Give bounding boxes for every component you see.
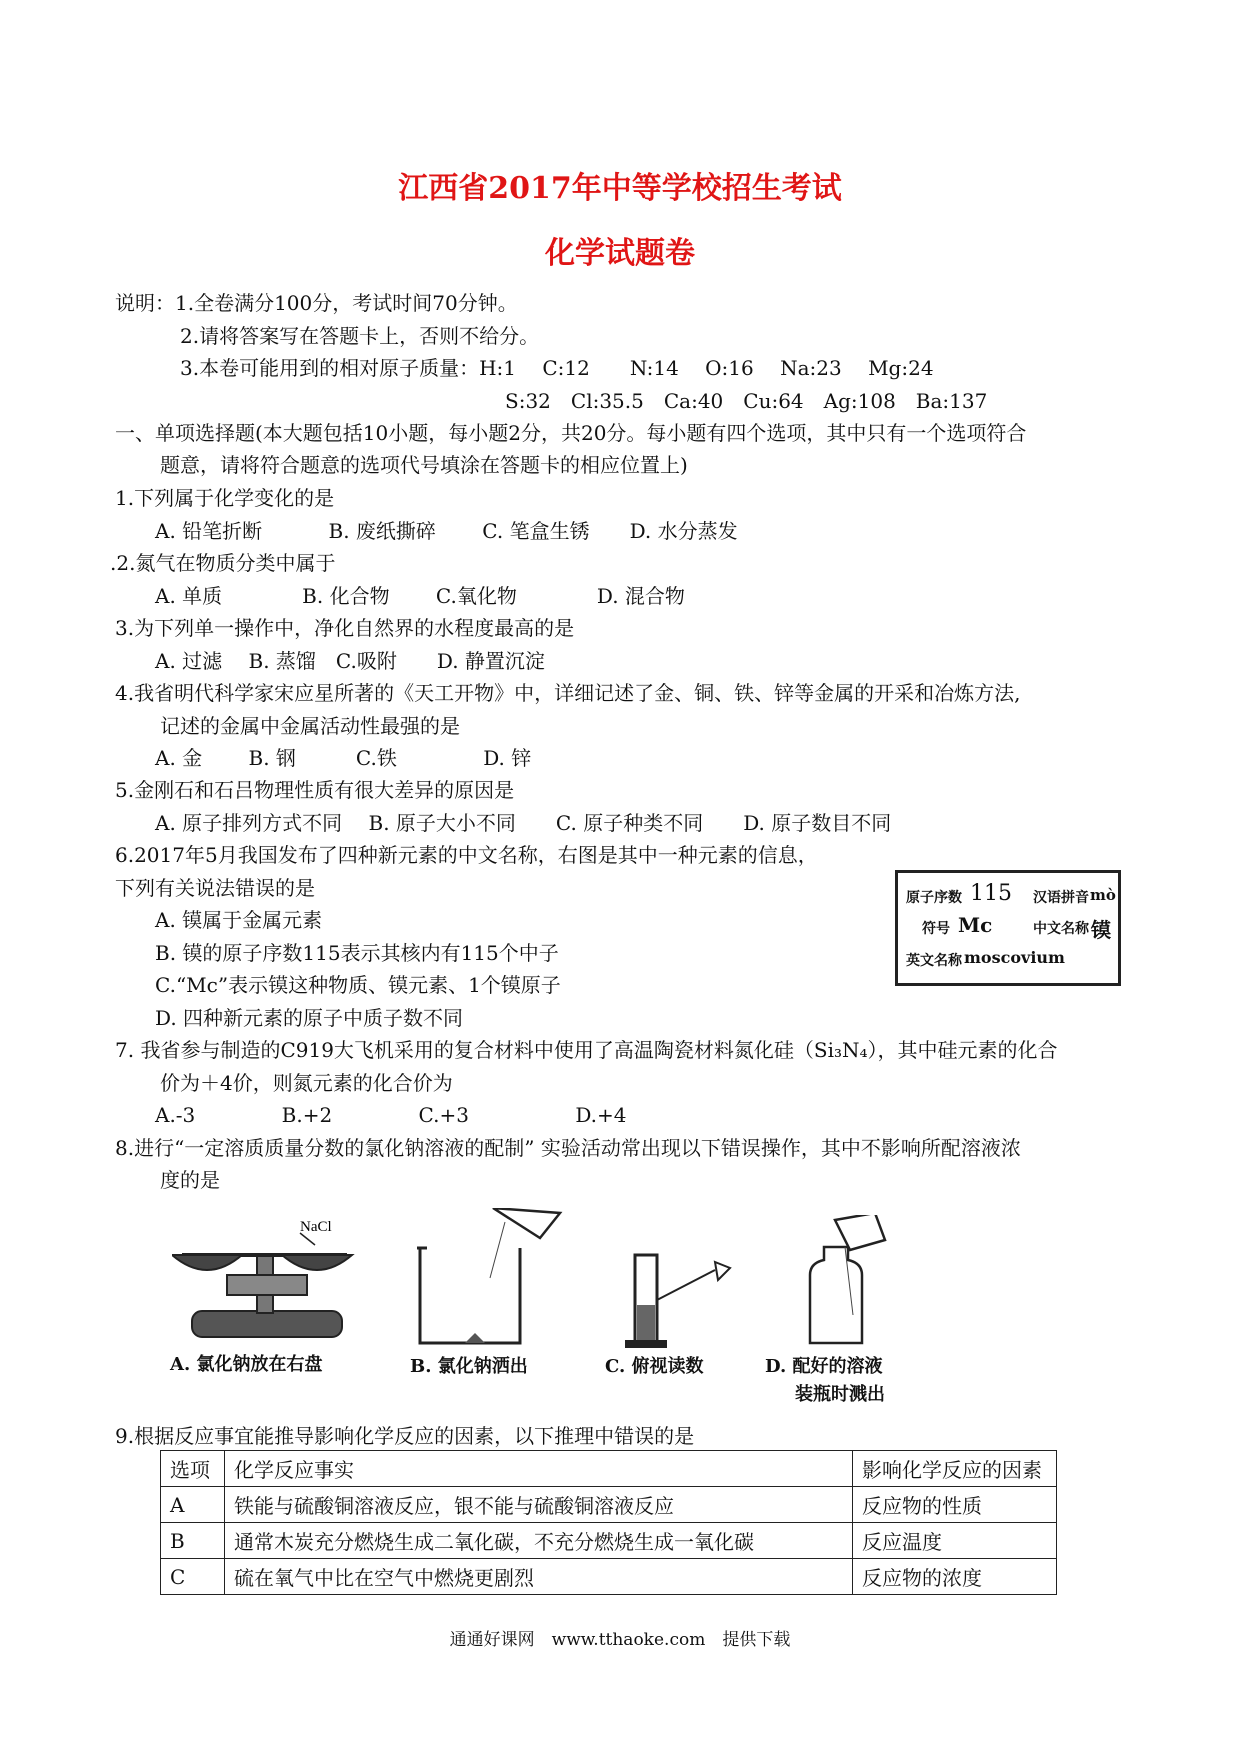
balance-figure (172, 1215, 357, 1345)
footer-credit: 通通好课网 www.tthaoke.com 提供下载 (449, 1630, 791, 1650)
exam-subtitle: 化学试题卷 (545, 236, 695, 271)
element-info-card (895, 870, 1121, 986)
table-row (161, 1559, 1057, 1595)
q7-stem-cont: 价为＋4价，则氮元素的化合价为 (160, 1071, 453, 1095)
q2-stem: .2.氮气在物质分类中属于 (110, 551, 336, 575)
section-intro-cont: 题意，请将符合题意的选项代号填涂在答题卡的相应位置上) (160, 453, 688, 477)
table-row (161, 1487, 1057, 1523)
chinese-name: 镆 (1091, 918, 1111, 942)
q6-stem-cont: 下列有关说法错误的是 (115, 876, 315, 900)
table-header: 影响化学反应的因素 (853, 1451, 1057, 1487)
table-row (161, 1523, 1057, 1559)
table-header-row (161, 1451, 1057, 1487)
q1-stem: 1.下列属于化学变化的是 (115, 486, 335, 510)
caption-a: A. 氯化钠放在右盘 (170, 1354, 323, 1375)
q4-stem-cont: 记述的金属中金属活动性最强的是 (160, 714, 460, 738)
english-name: moscovium (964, 948, 1065, 967)
q9-table (160, 1450, 1057, 1595)
cylinder-figure (620, 1250, 740, 1350)
q7-stem: 7. 我省参与制造的C919大飞机采用的复合材料中使用了高温陶瓷材料氮化硅（Si₃N₄），其中硅元素的化合 (115, 1038, 1058, 1062)
atomic-number: 115 (970, 881, 1012, 906)
pinyin: mò (1090, 886, 1116, 904)
symbol-label: 符号 (922, 921, 950, 937)
section-intro: 一、单项选择题(本大题包括10小题，每小题2分，共20分。每小题有四个选项，其中只有一个选项符合 (115, 421, 1027, 445)
table-header: 选项 (161, 1451, 225, 1487)
q3-options: A. 过滤 B. 蒸馏 C.吸附 D. 静置沉淀 (155, 649, 545, 673)
chinese-name-label: 中文名称 (1033, 921, 1089, 937)
note-1: 说明：1.全卷满分100分，考试时间70分钟。 (115, 291, 518, 315)
q3-stem: 3.为下列单一操作中，净化自然界的水程度最高的是 (115, 616, 575, 640)
q8-stem-cont: 度的是 (160, 1168, 220, 1192)
q5-options: A. 原子排列方式不同 B. 原子大小不同 C. 原子种类不同 D. 原子数目不同 (155, 811, 892, 835)
q6-stem: 6.2017年5月我国发布了四种新元素的中文名称，右图是其中一种元素的信息， (115, 843, 818, 867)
q6-option-a: A. 镆属于金属元素 (155, 908, 323, 932)
caption-d1: D. 配好的溶液 (765, 1356, 883, 1377)
table-cell: 通常木炭充分燃烧生成二氧化碳，不充分燃烧生成一氧化碳 (225, 1523, 853, 1559)
q9-stem: 9.根据反应事宜能推导影响化学反应的因素，以下推理中错误的是 (115, 1424, 695, 1448)
table-cell: 反应温度 (853, 1523, 1057, 1559)
nacl-label: NaCl (300, 1219, 332, 1235)
table-cell: 铁能与硫酸铜溶液反应，银不能与硫酸铜溶液反应 (225, 1487, 853, 1523)
exam-title: 江西省2017年中等学校招生考试 (398, 171, 842, 206)
q4-stem: 4.我省明代科学家宋应星所著的《天工开物》中，详细记述了金、铜、铁、锌等金属的开采和冶炼方法, (115, 681, 1021, 705)
table-header: 化学反应事实 (225, 1451, 853, 1487)
note-2: 2.请将答案写在答题卡上，否则不给分。 (180, 324, 540, 348)
caption-c: C. 俯视读数 (605, 1356, 704, 1377)
bottle-figure (790, 1215, 900, 1347)
q1-options: A. 铅笔折断 B. 废纸撕碎 C. 笔盒生锈 D. 水分蒸发 (155, 519, 738, 543)
table-cell: 硫在氧气中比在空气中燃烧更剧烈 (225, 1559, 853, 1595)
q6-option-b: B. 镆的原子序数115表示其核内有115个中子 (155, 941, 559, 965)
table-cell: 反应物的性质 (853, 1487, 1057, 1523)
english-name-label: 英文名称 (906, 953, 962, 969)
q4-options: A. 金 B. 钢 C.铁 D. 锌 (155, 746, 532, 770)
q5-stem: 5.金刚石和石吕物理性质有很大差异的原因是 (115, 778, 515, 802)
table-cell: 反应物的浓度 (853, 1559, 1057, 1595)
pinyin-label: 汉语拼音 (1033, 890, 1089, 906)
q6-option-c: C.“Mc”表示镆这种物质、镆元素、1个镆原子 (155, 973, 561, 997)
table-cell: A (161, 1487, 225, 1523)
element-symbol: Mc (958, 913, 993, 937)
q6-option-d: D. 四种新元素的原子中质子数不同 (155, 1006, 464, 1030)
note-3: 3.本卷可能用到的相对原子质量：H:1 C:12 N:14 O:16 Na:23 Mg:24 (180, 356, 934, 380)
caption-d2: 装瓶时溅出 (795, 1384, 885, 1405)
note-4: S:32 Cl:35.5 Ca:40 Cu:64 Ag:108 Ba:137 (505, 389, 988, 413)
caption-b: B. 氯化钠洒出 (410, 1356, 528, 1377)
table-cell: B (161, 1523, 225, 1559)
table-cell: C (161, 1559, 225, 1595)
beaker-figure (415, 1208, 565, 1348)
q8-stem: 8.进行“一定溶质质量分数的氯化钠溶液的配制” 实验活动常出现以下错误操作，其中不影响所配溶液浓 (115, 1136, 1021, 1160)
atomic-number-label: 原子序数 (906, 890, 962, 906)
q2-options: A. 单质 B. 化合物 C.氧化物 D. 混合物 (155, 584, 685, 608)
q7-options: A.-3 B.+2 C.+3 D.+4 (155, 1103, 627, 1127)
